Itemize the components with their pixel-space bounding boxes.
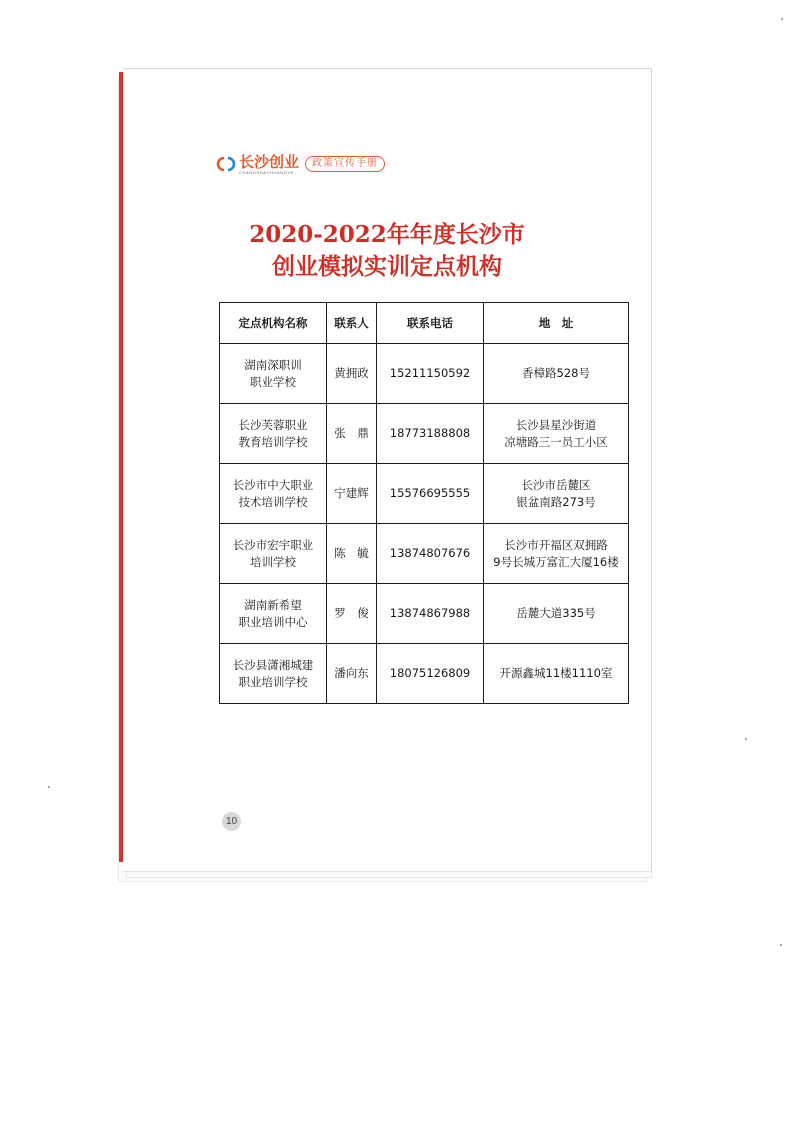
page-header (215, 152, 385, 176)
institution-name-cell (220, 584, 327, 644)
table-row (220, 584, 629, 644)
institution-name: 职业培训中心 (238, 614, 308, 629)
page-title-line1: 2020-2022年年度长沙市 (249, 221, 525, 248)
contact-person: 黄拥政 (327, 344, 377, 404)
contact-person: 罗 俊 (327, 584, 377, 644)
institution-name: 湖南深职训 (244, 357, 302, 372)
scan-speck (781, 18, 783, 20)
address: 银盆南路273号 (516, 494, 596, 509)
scan-speck (780, 944, 782, 946)
changsha-logo-icon (215, 155, 237, 173)
logo-wordmark (239, 154, 299, 175)
institution-name: 长沙市中大职业 (232, 477, 314, 492)
address: 香樟路528号 (522, 366, 590, 380)
logo-text: 长沙创业 (239, 152, 300, 171)
institution-name: 技术培训学校 (238, 494, 308, 509)
address: 长沙市岳麓区 (521, 477, 591, 492)
phone-number: 13874807676 (377, 524, 484, 584)
scan-speck (48, 786, 50, 788)
phone-number: 15576695555 (377, 464, 484, 524)
address: 开源鑫城11楼1110室 (499, 666, 613, 680)
institution-name-cell (220, 524, 327, 584)
address-cell (484, 524, 629, 584)
table-row (220, 464, 629, 524)
address: 长沙县星沙街道 (515, 417, 597, 432)
phone-number: 13874867988 (377, 584, 484, 644)
contact-person: 陈 毓 (327, 524, 377, 584)
address-cell (484, 344, 629, 404)
institution-name: 长沙县潇湘城建 (232, 657, 314, 672)
column-header-address: 地 址 (484, 303, 629, 344)
contact-person: 潘向东 (327, 644, 377, 704)
address-cell (484, 464, 629, 524)
phone-number: 15211150592 (377, 344, 484, 404)
logo-subtext: CHANGSHACHUANGYE (239, 169, 294, 175)
scan-speck (745, 738, 747, 740)
institution-name-cell (220, 344, 327, 404)
table-row (220, 404, 629, 464)
phone-number: 18773188808 (377, 404, 484, 464)
address: 长沙市开福区双拥路 (504, 537, 608, 552)
address-cell (484, 584, 629, 644)
booklet-page (123, 68, 652, 872)
institution-name: 职业学校 (250, 374, 296, 389)
address: 9号长城万富汇大厦16楼 (493, 554, 619, 569)
institution-name: 培训学校 (250, 554, 296, 569)
table-row (220, 524, 629, 584)
address-cell (484, 644, 629, 704)
page-title-line2: 创业模拟实训定点机构 (272, 253, 502, 280)
handbook-label: 政策宣传手册 (305, 156, 385, 172)
column-header-contact: 联系人 (327, 303, 377, 344)
address: 岳麓大道335号 (516, 606, 596, 620)
phone-number: 18075126809 (377, 644, 484, 704)
address: 凉塘路三一员工小区 (504, 434, 608, 449)
institution-name: 教育培训学校 (238, 434, 308, 449)
institution-name: 职业培训学校 (238, 674, 308, 689)
table-row (220, 344, 629, 404)
institutions-table (219, 302, 629, 704)
contact-person: 张 鼎 (327, 404, 377, 464)
institution-name: 湖南新希望 (244, 597, 302, 612)
institution-name-cell (220, 404, 327, 464)
table-row (220, 644, 629, 704)
institution-name: 长沙芙蓉职业 (238, 417, 308, 432)
institution-name: 长沙市宏宇职业 (232, 537, 314, 552)
table-header-row (220, 303, 629, 344)
column-header-phone: 联系电话 (377, 303, 484, 344)
contact-person: 宁建辉 (327, 464, 377, 524)
table-body (220, 344, 629, 704)
institution-name-cell (220, 464, 327, 524)
column-header-name: 定点机构名称 (220, 303, 327, 344)
address-cell (484, 404, 629, 464)
page-number: 10 (222, 812, 241, 831)
institution-name-cell (220, 644, 327, 704)
